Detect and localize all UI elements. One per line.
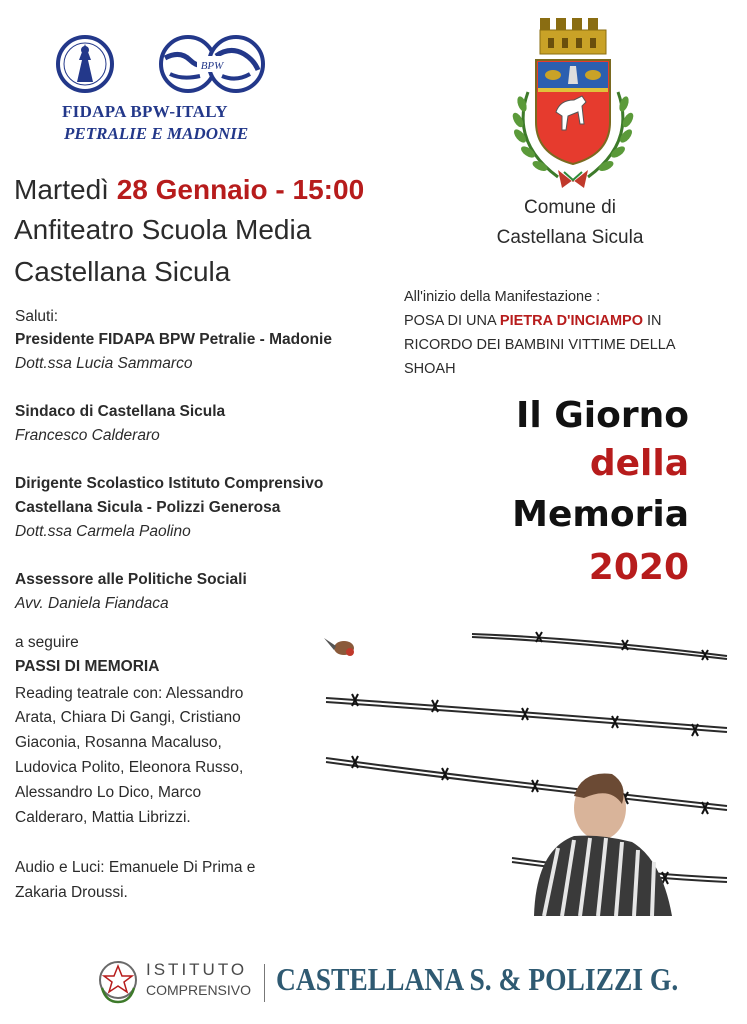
saluti-name: Dott.ssa Lucia Sammarco: [15, 355, 193, 372]
fidapa-logo: [40, 30, 270, 148]
reading-line: Alessandro Lo Dico, Marco: [15, 784, 202, 801]
reading-line: Ludovica Polito, Eleonora Russo,: [15, 759, 244, 776]
comune-crest: [498, 12, 648, 197]
manifestazione-line3: RICORDO DEI BAMBINI VITTIME DELLA: [404, 337, 676, 353]
saluti-role-line2: Castellana Sicula - Polizzi Generosa: [15, 499, 281, 516]
comune-label-line1: Comune di: [524, 197, 616, 218]
credits-line: Audio e Luci: Emanuele Di Prima e: [15, 859, 256, 876]
giorno-line2: della: [589, 443, 689, 484]
event-venue-line1: Anfiteatro Scuola Media: [14, 214, 312, 245]
event-venue-line2: Castellana Sicula: [14, 256, 231, 287]
istituto-comprensivo-logo: [96, 958, 679, 1008]
event-date-time: 28 Gennaio - 15:00: [116, 174, 365, 205]
saluti-role: Assessore alle Politiche Sociali: [15, 571, 247, 588]
italian-republic-emblem-icon: [96, 958, 140, 1006]
barbed-wire-child-icon: [322, 628, 732, 918]
saluti-name: Avv. Daniela Fiandaca: [15, 595, 169, 612]
manifestazione-line4: SHOAH: [404, 361, 456, 377]
fidapa-emblem-icon: [40, 30, 270, 102]
manifestazione-intro: All'inizio della Manifestazione :: [404, 289, 601, 305]
reading-line: Arata, Chiara Di Gangi, Cristiano: [15, 709, 241, 726]
manifestazione-post: IN: [643, 313, 662, 329]
event-day: Martedì: [14, 174, 117, 205]
fidapa-title: FIDAPA BPW-ITALY: [62, 102, 228, 121]
child-figure-icon: [534, 773, 672, 916]
comune-label-line2: Castellana Sicula: [496, 227, 644, 248]
istituto-label: ISTITUTO: [146, 960, 248, 979]
pietra-highlight: PIETRA D'INCIAMPO: [499, 313, 643, 329]
coat-of-arms-icon: [498, 12, 648, 197]
giorno-line3: Memoria: [512, 494, 689, 535]
comprensivo-label: COMPRENSIVO: [146, 982, 252, 998]
saluti-role: Sindaco di Castellana Sicula: [15, 403, 226, 420]
barbed-wire-illustration: [322, 628, 732, 918]
reading-line: Reading teatrale con: Alessandro: [15, 685, 244, 702]
giorno-line1: Il Giorno: [515, 395, 689, 436]
saluti-name: Francesco Calderaro: [15, 427, 160, 444]
program-title: PASSI DI MEMORIA: [15, 658, 160, 675]
bird-icon: [324, 638, 354, 656]
footer-divider: [264, 964, 265, 1002]
school-name: CASTELLANA S. & POLIZZI G.: [276, 961, 679, 997]
saluti-heading: Saluti:: [15, 308, 59, 325]
giorno-year: 2020: [588, 547, 689, 588]
reading-line: Calderaro, Mattia Librizzi.: [15, 809, 191, 826]
manifestazione-line2: [404, 310, 662, 333]
event-date-line: [14, 172, 364, 208]
saluti-role: Dirigente Scolastico Istituto Comprensivo: [15, 475, 324, 492]
program-intro: a seguire: [15, 634, 79, 651]
manifestazione-pre: POSA DI UNA: [404, 313, 500, 329]
fidapa-subtitle: PETRALIE E MADONIE: [64, 124, 249, 143]
credits-line: Zakaria Droussi.: [15, 884, 128, 901]
saluti-name: Dott.ssa Carmela Paolino: [15, 523, 191, 540]
bpw-label: BPW: [200, 60, 224, 72]
reading-line: Giaconia, Rosanna Macaluso,: [15, 734, 222, 751]
saluti-role: Presidente FIDAPA BPW Petralie - Madonie: [15, 331, 332, 348]
